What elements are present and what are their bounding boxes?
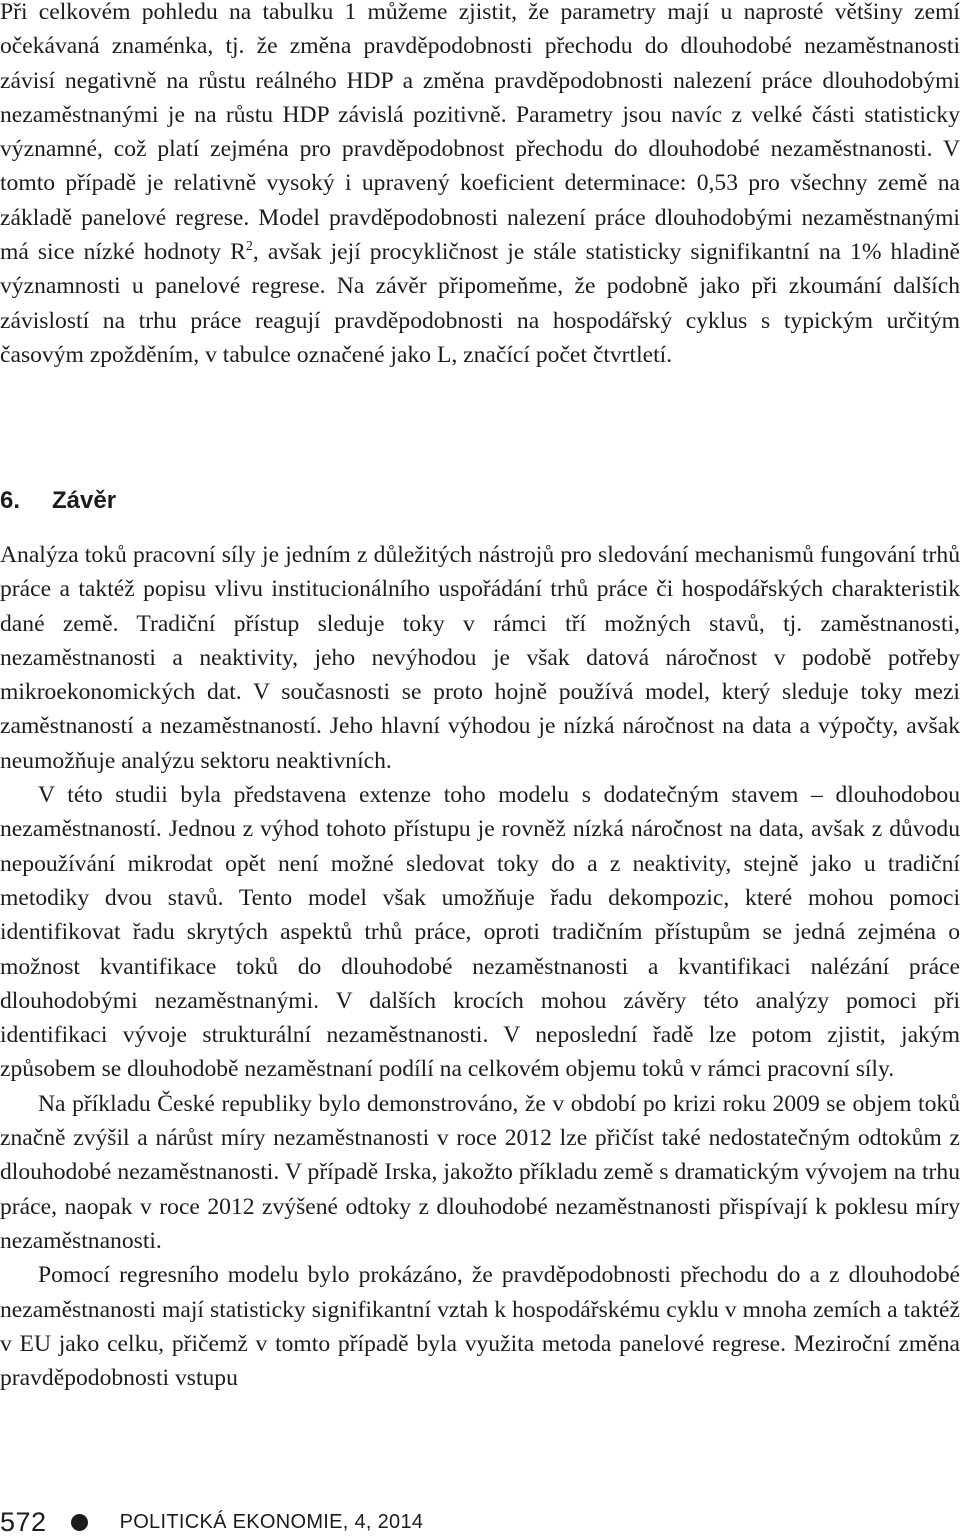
results-paragraph-part-2: , avšak její procykličnost je stále statisticky signifikantní na 1% hladině významnosti u panelové regrese. Na závěr připomeňme, že podobně jako při zkoumání dalších závislostí na trhu práce reagují pravděpodobnosti na hospodářský cyklus s typickým určitým časovým zpožděním, v tabulce označené jako L, značící počet čtvrtletí. xyxy=(0,239,960,368)
section-heading xyxy=(0,486,116,516)
results-paragraph-part-1: Při celkovém pohledu na tabulku 1 můžeme zjistit, že parametry mají u naprosté většiny zemí očekávaná znaménka, tj. že změna pravděpodobnosti přechodu do dlouhodobé nezaměstnanosti závisí negativně na růstu reálného HDP a změna pravděpodobnosti nalezení práce dlouhodobými nezaměstnanými je na růstu HDP závislá pozitivně. Parametry jsou navíc z velké části statisticky významné, což platí zejména pro pravděpodobnost přechodu do dlouhodobé nezaměstnanosti. V tomto případě je relativně vysoký i upravený koeficient determinace: 0,53 pro všechny země na základě panelové regrese. Model pravděpodobnosti nalezení práce dlouhodobými nezaměstnanými má sice nízké hodnoty R xyxy=(0,0,960,266)
journal-name: POLITICKÁ EKONOMIE, 4, 2014 xyxy=(119,1510,424,1533)
conclusion-paragraph-1: Analýza toků pracovní síly je jedním z důležitých nástrojů pro sledování mechanismů fungování trhů práce a taktéž popisu vlivu institucionálního uspořádání trhů práce či hospodářských charakteristik dané země. Tradiční přístup sleduje toky v rámci tří možných stavů, tj. zaměstnanosti, nezaměstnanosti a neaktivity, jeho nevýhodou je však datová náročnost v podobě potřeby mikroekonomických dat. V současnosti se proto hojně používá model, který sleduje toky mezi zaměstnaností a nezaměstnaností. Jeho hlavní výhodou je nízká náročnost na data a výpočty, avšak neumožňuje analýzu sektoru neaktivních. xyxy=(0,542,960,774)
conclusion-paragraph-3: Na příkladu České republiky bylo demonstrováno, že v období po krizi roku 2009 se objem toků značně zvýšil a nárůst míry nezaměstnanosti v roce 2012 lze přičíst také nedostatečným odtokům z dlouhodobé nezaměstnanosti. V případě Irska, jakožto příkladu země s dramatickým vývojem na trhu práce, naopak v roce 2012 zvýšené odtoky z dlouhodobé nezaměstnanosti přispívají k poklesu míry nezaměstnanosti. xyxy=(0,1090,960,1254)
page-number: 572 xyxy=(0,1506,47,1537)
conclusion-paragraph-2: V této studii byla představena extenze toho modelu s dodatečným stavem – dlouhodobou nezaměstnaností. Jednou z výhod tohoto přístupu je rovněž nízká náročnost na data, avšak z důvodu nepoužívání mikrodat opět není možné sledovat toky do a z neaktivity, stejně jako u tradiční metodiky dvou stavů. Tento model však umožňuje řadu dekompozic, které mohou pomoci identifikovat řadu skrytých aspektů trhů práce, oproti tradičním přístupům se jedná zejména o možnost kvantifikace toků do dlouhodobé nezaměstnanosti a kvantifikaci nalézání práce dlouhodobými nezaměstnanými. V dalších krocích mohou závěry této analýzy pomoci při identifikaci vývoje strukturální nezaměstnanosti. V neposlední řadě lze potom zjistit, jakým způsobem se dlouhodobě nezaměstnaní podílí na celkovém objemu toků v rámci pracovní síly. xyxy=(0,782,960,1083)
page-footer xyxy=(0,1506,423,1538)
conclusion-text xyxy=(0,538,960,1395)
section-title: Závěr xyxy=(52,487,117,514)
conclusion-paragraph-4: Pomocí regresního modelu bylo prokázáno, že pravděpodobnosti přechodu do a z dlouhodobé nezaměstnanosti mají statisticky signifikantní vztah k hospodářskému cyklu v mnoha zemích a taktéž v EU jako celku, přičemž v tomto případě byla využita metoda panelové regrese. Meziroční změna pravděpodobnosti vstupu xyxy=(0,1262,960,1392)
section-number: 6. xyxy=(0,487,21,514)
bullet-dot-icon xyxy=(71,1514,88,1531)
results-paragraph xyxy=(0,0,960,372)
results-text xyxy=(0,0,960,372)
r-squared-superscript: 2 xyxy=(245,239,253,255)
